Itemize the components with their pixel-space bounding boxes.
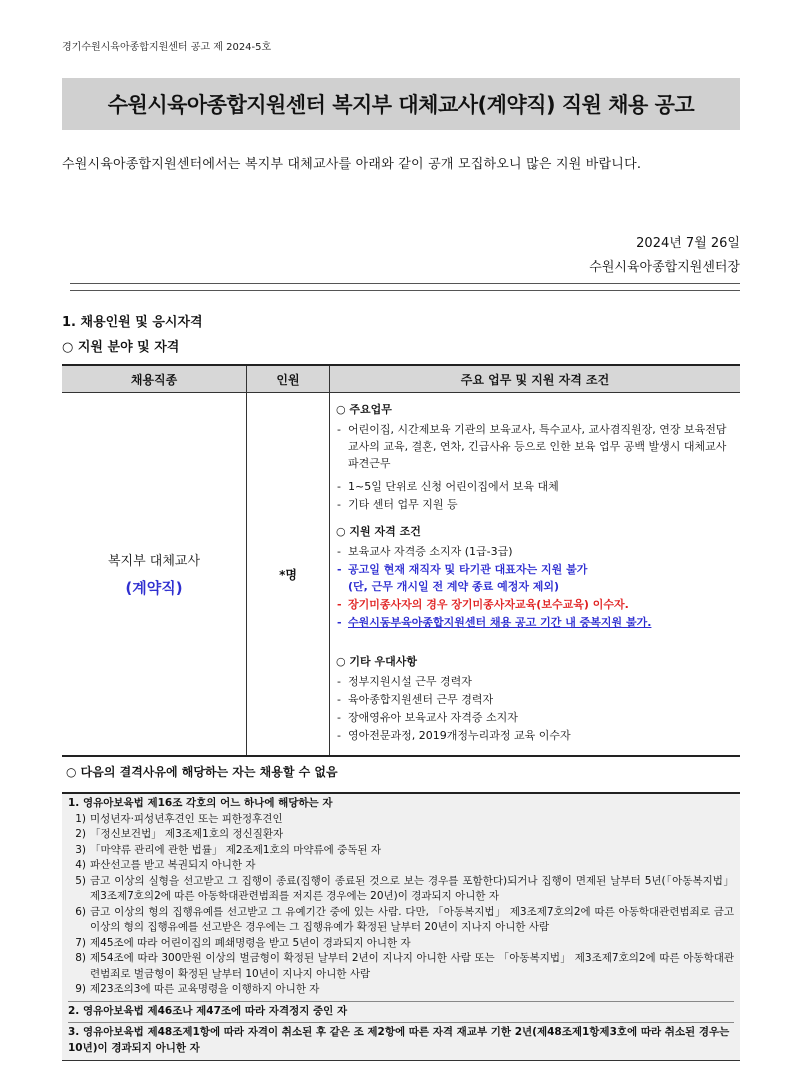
intro-text: 수원시육아종합지원센터에서는 복지부 대체교사를 아래와 같이 공개 모집하오니 많은 지원 바랍니다. [62, 157, 642, 172]
item-text: 금고 이상의 실형을 선고받고 그 집행이 종료(집행이 종료된 것으로 보는 경우를 포함한다)되거나 집행이 면제된 날부터 5년(「아동복지법」 제3조제7호의2에 따른 아동학대관련범죄를 저지른 경우에는 20년)이 경과되지 아니한 자 [90, 874, 734, 902]
disqualification-box [62, 792, 740, 1061]
job-type: (계약직) [125, 579, 183, 597]
section1-heading: 1. 채용인원 및 응시자격 [62, 315, 203, 330]
count-cell: *명 [247, 393, 330, 757]
item-text: 「마약류 관리에 관한 법률」 제2조제1호의 마약류에 중독된 자 [90, 843, 382, 856]
recruitment-table [62, 364, 740, 757]
title-bar [62, 78, 740, 130]
list-item [68, 951, 734, 982]
duties-heading: ○ 주요업무 [336, 403, 392, 416]
list-item [68, 843, 734, 859]
list-item [336, 614, 734, 631]
disq-group-2: 2. 영유아보육법 제46조나 제47조에 따라 자격정지 중인 자 [68, 1001, 734, 1020]
list-item: - 정부지원시설 근무 경력자 [336, 673, 734, 690]
qual-q2: 공고일 현재 재직자 및 타기관 대표자는 지원 불가 [348, 563, 588, 576]
list-item [68, 982, 734, 998]
list-item: - 장기미종사자의 경우 장기미종사자교육(보수교육) 이수자. [336, 596, 734, 613]
section2-heading: ○ 다음의 결격사유에 해당하는 자는 채용할 수 없음 [66, 765, 338, 779]
item-text: 「정신보건법」 제3조제1호의 정신질환자 [90, 828, 284, 840]
item-number: 1) [75, 812, 86, 825]
list-item [336, 561, 734, 595]
qual-q2-note: (단, 근무 개시일 전 계약 종료 예정자 제외) [348, 580, 560, 593]
pref-heading: ○ 기타 우대사항 [336, 655, 418, 668]
list-item [68, 905, 734, 936]
item-number: 9) [75, 983, 86, 995]
list-item: - 영아전문과정, 2019개정누리과정 교육 이수자 [336, 727, 734, 744]
double-divider [70, 283, 740, 291]
list-item [68, 936, 734, 952]
issuer-name: 수원시육아종합지원센터장 [589, 260, 740, 275]
list-item [68, 827, 734, 843]
item-number: 7) [75, 936, 86, 949]
disq-group-3: 3. 영유아보육법 제48조제1항에 따라 자격이 취소된 후 같은 조 제2항에 따른 자격 재교부 기한 2년(제48조제1항제3호에 따라 취소된 경우는 10년)이 경과되지 아니한 자 [68, 1022, 734, 1056]
details-cell [330, 393, 741, 757]
header-job: 채용직종 [62, 365, 247, 393]
list-item: - 보육교사 자격증 소지자 (1급-3급) [336, 543, 734, 560]
qual-q4: 수원시동부육아종합지원센터 채용 공고 기간 내 중복지원 불가. [348, 616, 652, 629]
item-number: 8) [75, 952, 86, 964]
list-item [68, 812, 734, 828]
qual-list [336, 543, 734, 631]
table-row [62, 393, 740, 757]
table-header-row [62, 365, 740, 393]
notice-number: 경기수원시육아종합지원센터 공고 제 2024-5호 [62, 42, 272, 53]
header-count: 인원 [247, 365, 330, 393]
section1-subheading: ○ 지원 분야 및 자격 [62, 340, 180, 355]
item-text: 파산선고를 받고 복권되지 아니한 자 [90, 859, 256, 871]
item-number: 2) [75, 828, 86, 840]
job-name: 복지부 대체교사 [107, 554, 201, 569]
list-item: - 어린이집, 시간제보육 기관의 보육교사, 특수교사, 교사겸직원장, 연장 보육전담교사의 교육, 결혼, 연차, 긴급사유 등으로 인한 보육 업무 공백 발생시 대체교사 파견근무 [336, 421, 734, 472]
qual-heading: ○ 지원 자격 조건 [336, 525, 421, 538]
list-item [68, 858, 734, 874]
item-text: 제45조에 따라 어린이집의 폐쇄명령을 받고 5년이 경과되지 아니한 자 [90, 936, 411, 949]
duties-list [336, 421, 734, 513]
item-text: 금고 이상의 형의 집행유예를 선고받고 그 유예기간 중에 있는 사람. 다만, 「아동복지법」 제3조제7호의2에 따른 아동학대관련범죄로 금고 이상의 형의 집행유예를 선고받은 경우에는 그 집행유예가 확정된 날부터 20년이 지나지 아니한 사람 [90, 905, 734, 933]
list-item: - 육아종합지원센터 근무 경력자 [336, 691, 734, 708]
job-cell [62, 393, 247, 757]
list-item: - 1~5일 단위로 신청 어린이집에서 보육 대체 [336, 478, 734, 495]
page-title: 수원시육아종합지원센터 복지부 대체교사(계약직) 직원 채용 공고 [107, 93, 695, 117]
list-item: - 기타 센터 업무 지원 등 [336, 496, 734, 513]
item-text: 미성년자·피성년후견인 또는 피한정후견인 [90, 812, 283, 825]
item-number: 3) [75, 843, 86, 856]
list-item: - 장애영유아 보육교사 자격증 소지자 [336, 709, 734, 726]
item-number: 4) [75, 859, 86, 871]
item-text: 제54조에 따라 300만원 이상의 벌금형이 확정된 날부터 2년이 지나지 아니한 사람 또는 「아동복지법」 제3조제7호의2에 따른 아동학대관련범죄로 벌금형이 확정된 날부터 10년이 지나지 아니한 사람 [90, 952, 734, 980]
disq-group-1: 1. 영유아보육법 제16조 각호의 어느 하나에 해당하는 자 [68, 797, 333, 809]
item-number: 6) [75, 905, 86, 918]
item-number: 5) [75, 874, 86, 887]
item-text: 제23조의3에 따른 교육명령을 이행하지 아니한 자 [90, 983, 320, 995]
list-item [68, 874, 734, 905]
header-details: 주요 업무 및 지원 자격 조건 [330, 365, 741, 393]
notice-date: 2024년 7월 26일 [636, 236, 740, 251]
pref-list [336, 673, 734, 744]
